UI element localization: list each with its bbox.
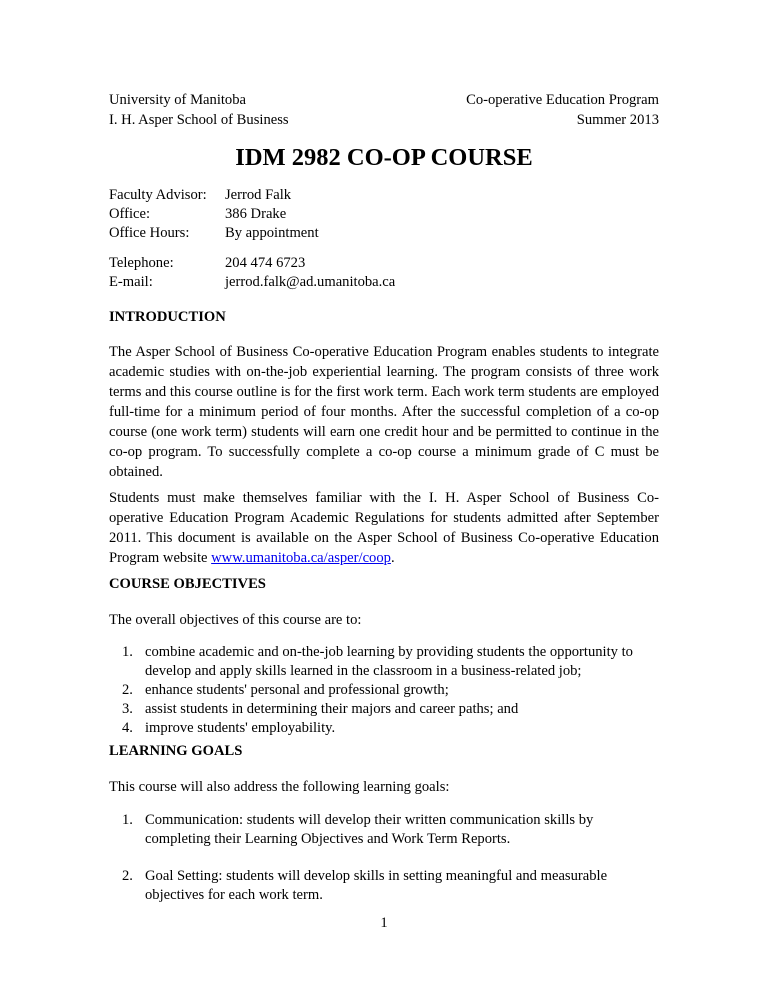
list-number: 4. xyxy=(122,720,133,736)
contact-info xyxy=(109,254,629,292)
course-title: IDM 2982 CO-OP COURSE xyxy=(235,144,533,171)
list-number: 3. xyxy=(122,701,133,717)
office-row xyxy=(109,205,629,224)
advisor-label: Faculty Advisor: xyxy=(109,187,207,203)
objectives-list xyxy=(109,643,659,738)
school-name: I. H. Asper School of Business xyxy=(109,112,289,128)
office-label: Office: xyxy=(109,206,151,222)
list-text: improve students' employability. xyxy=(145,720,336,736)
introduction-paragraph xyxy=(109,342,659,482)
list-item xyxy=(109,719,659,738)
header-institution xyxy=(109,90,289,130)
hours-row xyxy=(109,224,629,243)
list-text: Goal Setting: students will develop skills in setting meaningful and measurable objectives for each work term. xyxy=(145,868,608,903)
list-item xyxy=(109,867,659,905)
office-value: 386 Drake xyxy=(225,206,287,222)
objectives-intro: The overall objectives of this course are to: xyxy=(109,612,362,628)
list-item xyxy=(109,700,659,719)
list-number: 1. xyxy=(122,644,133,660)
introduction-text: The Asper School of Business Co-operative Education Program enables students to integrate academic studies with on-the-job experiential learning. The program consists of three work terms and this course outline is for the first work term. Each work term students are employed full-time for a minimum period of four months. After the successful completion of a co-op course (one work term) students will earn one credit hour and be permitted to continue in the co-op program. To successfully complete a co-op course a minimum grade of C must be obtained. xyxy=(109,344,659,480)
email-row xyxy=(109,273,629,292)
hours-label: Office Hours: xyxy=(109,225,190,241)
advisor-row xyxy=(109,186,629,205)
phone-row xyxy=(109,254,629,273)
email-label: E-mail: xyxy=(109,274,153,290)
introduction-heading: INTRODUCTION xyxy=(109,309,226,325)
goals-intro: This course will also address the following learning goals: xyxy=(109,779,450,795)
advisor-info xyxy=(109,186,629,243)
phone-label: Telephone: xyxy=(109,255,174,271)
term-name: Summer 2013 xyxy=(576,112,659,128)
program-name: Co-operative Education Program xyxy=(466,92,659,108)
regulations-body: Students must make themselves familiar with the I. H. Asper School of Business Co-operative Education Program Academic Regulations for students admitted after September 2011. This document is available on the Asper School of Business Co-operative Education Program website xyxy=(109,490,659,566)
list-item xyxy=(109,643,659,681)
list-item xyxy=(109,681,659,700)
advisor-value: Jerrod Falk xyxy=(225,187,292,203)
list-text: enhance students' personal and professional growth; xyxy=(145,682,449,698)
email-value: jerrod.falk@ad.umanitoba.ca xyxy=(225,274,396,290)
list-text: combine academic and on-the-job learning by providing students the opportunity to develop and apply skills learned in the classroom in a business-related job; xyxy=(145,644,633,679)
list-text: assist students in determining their majors and career paths; and xyxy=(145,701,519,717)
list-text: Communication: students will develop their written communication skills by completing their Learning Objectives and Work Term Reports. xyxy=(145,812,594,847)
list-item xyxy=(109,811,659,849)
page-number: 1 xyxy=(380,915,388,931)
list-number: 2. xyxy=(122,682,133,698)
list-number: 1. xyxy=(122,812,133,828)
goals-heading: LEARNING GOALS xyxy=(109,743,243,759)
objectives-heading: COURSE OBJECTIVES xyxy=(109,576,266,592)
coop-website-link[interactable]: www.umanitoba.ca/asper/coop xyxy=(211,550,391,566)
hours-value: By appointment xyxy=(225,225,319,241)
phone-value: 204 474 6723 xyxy=(225,255,306,271)
goals-list xyxy=(109,811,659,923)
regulations-text xyxy=(109,488,659,568)
regulations-end: . xyxy=(390,550,395,566)
regulations-paragraph xyxy=(109,488,659,568)
header-program xyxy=(466,90,659,130)
list-number: 2. xyxy=(122,868,133,884)
university-name: University of Manitoba xyxy=(109,92,246,108)
